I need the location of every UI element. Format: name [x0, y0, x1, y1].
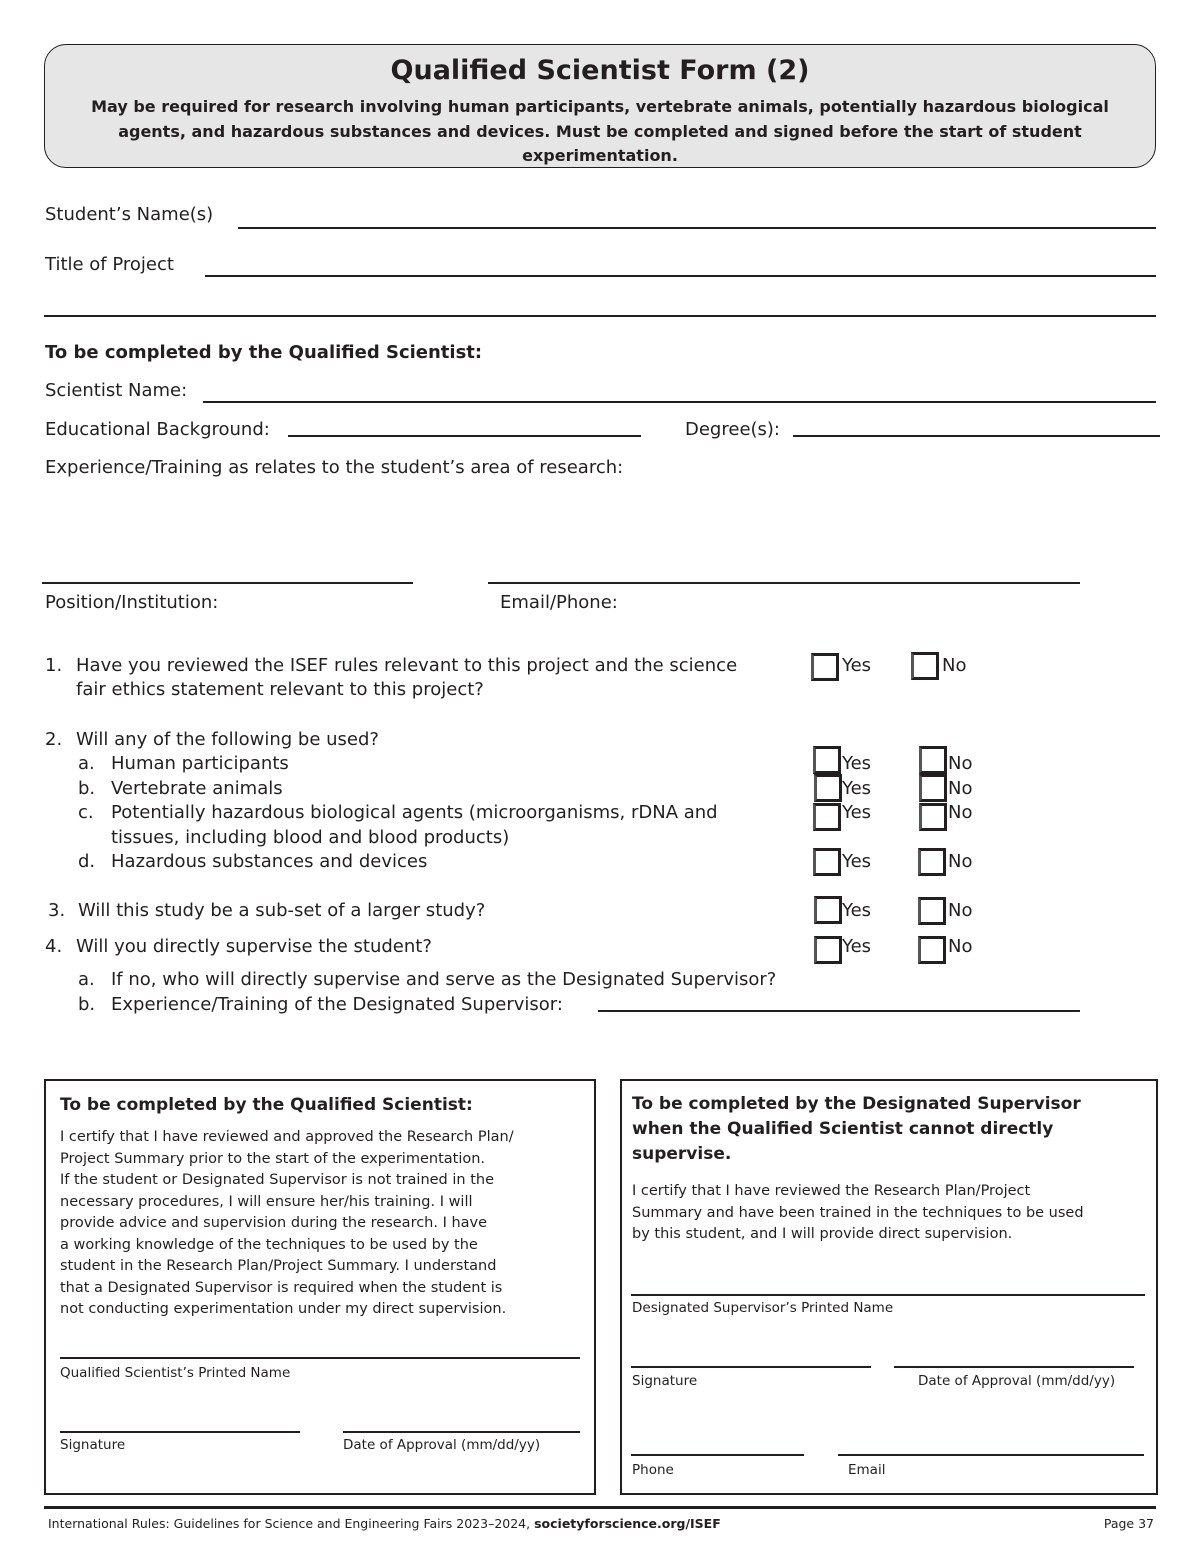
q2d-yes-label: Yes: [842, 851, 872, 872]
ds-signature-label: Signature: [632, 1373, 698, 1389]
ds-email-field[interactable]: [838, 1454, 1144, 1456]
q1-no-checkbox[interactable]: [911, 652, 939, 680]
q2-text: Will any of the following be used?: [76, 729, 379, 750]
q2c-no-label: No: [948, 802, 973, 823]
q1-text-2: fair ethics statement relevant to this project?: [76, 679, 484, 700]
q2b-yes-checkbox[interactable]: [814, 774, 842, 802]
qs-printed-name-label: Qualified Scientist’s Printed Name: [60, 1365, 291, 1381]
qs-cert-line: necessary procedures, I will ensure her/his training. I will: [60, 1193, 473, 1210]
q2a-no-label: No: [948, 753, 973, 774]
q2b-no-label: No: [948, 778, 973, 799]
q1-text: Have you reviewed the ISEF rules relevant to this project and the science: [76, 655, 738, 676]
q2d-no-label: No: [948, 851, 973, 872]
q2b-yes-label: Yes: [842, 778, 872, 799]
ds-phone-field[interactable]: [631, 1454, 804, 1456]
qs-cert-line: not conducting experimentation under my direct supervision.: [60, 1301, 507, 1317]
qs-date-label: Date of Approval (mm/dd/yy): [343, 1437, 541, 1453]
qs-cert-line: student in the Research Plan/Project Summary. I understand: [60, 1258, 497, 1274]
project-title-field[interactable]: [205, 275, 1156, 277]
q3-text: Will this study be a sub-set of a larger study?: [78, 900, 486, 921]
position-field[interactable]: [42, 582, 413, 584]
ds-cert-line: I certify that I have reviewed the Research Plan/Project: [632, 1183, 1031, 1199]
q4-number: 4.: [45, 936, 63, 957]
ds-date-field[interactable]: [894, 1366, 1134, 1368]
degrees-label: Degree(s):: [685, 419, 781, 440]
email-label: Email/Phone:: [500, 592, 618, 613]
q4-no-label: No: [948, 936, 973, 957]
qs-date-field[interactable]: [343, 1431, 580, 1433]
q2c-yes-label: Yes: [842, 802, 872, 823]
degrees-field[interactable]: [793, 435, 1160, 437]
qs-signature-field[interactable]: [60, 1431, 300, 1433]
project-title-label: Title of Project: [45, 254, 174, 275]
q2a-no-checkbox[interactable]: [919, 746, 947, 774]
ds-box-heading: supervise.: [632, 1144, 732, 1164]
q1-number: 1.: [45, 655, 63, 676]
footer-citation: International Rules: Guidelines for Science and Engineering Fairs 2023–2024,: [48, 1516, 535, 1531]
q3-no-label: No: [948, 900, 973, 921]
q2c-text-2: tissues, including blood and blood products): [111, 827, 510, 848]
footer-link[interactable]: societyforscience.org/ISEF: [534, 1516, 721, 1531]
q4a-text: If no, who will directly supervise and serve as the Designated Supervisor?: [111, 969, 777, 990]
ds-cert-line: Summary and have been trained in the techniques to be used: [632, 1204, 1084, 1221]
qs-signature-label: Signature: [60, 1437, 126, 1453]
ds-phone-label: Phone: [632, 1462, 674, 1478]
q3-number: 3.: [48, 900, 66, 921]
ds-signature-field[interactable]: [631, 1366, 871, 1368]
q2d-text: Hazardous substances and devices: [111, 851, 428, 872]
project-title-field-2[interactable]: [44, 315, 1156, 317]
q4-yes-label: Yes: [842, 936, 872, 957]
q4-no-checkbox[interactable]: [918, 936, 946, 964]
position-label: Position/Institution:: [45, 592, 219, 613]
q2a-yes-checkbox[interactable]: [813, 746, 841, 774]
q1-no-label: No: [942, 655, 967, 676]
email-field[interactable]: [488, 582, 1080, 584]
experience-label: Experience/Training as relates to the student’s area of research:: [45, 457, 624, 478]
education-label: Educational Background:: [45, 419, 270, 440]
scientist-name-field[interactable]: [203, 401, 1156, 403]
q2b-no-checkbox[interactable]: [919, 774, 947, 802]
q2a-text: Human participants: [111, 753, 289, 774]
q4-text: Will you directly supervise the student?: [76, 936, 432, 957]
q2c-text: Potentially hazardous biological agents (microorganisms, rDNA and: [111, 802, 718, 823]
form-title: Qualified Scientist Form (2): [390, 55, 810, 86]
q2c-yes-checkbox[interactable]: [813, 803, 841, 831]
ds-printed-name-label: Designated Supervisor’s Printed Name: [632, 1300, 894, 1316]
q4b-letter: b.: [78, 994, 96, 1015]
form-header: [44, 44, 1156, 168]
qualified-scientist-certification-box: [44, 1079, 596, 1495]
ds-cert-line: by this student, and I will provide direct supervision.: [632, 1226, 1013, 1242]
q2d-letter: d.: [78, 851, 96, 872]
qs-cert-line: that a Designated Supervisor is required when the student is: [60, 1279, 503, 1296]
footer-text: [48, 1516, 721, 1531]
qs-cert-line: Project Summary prior to the start of the experimentation.: [60, 1150, 486, 1167]
q2c-no-checkbox[interactable]: [919, 803, 947, 831]
qs-printed-name-field[interactable]: [60, 1357, 580, 1359]
scientist-name-label: Scientist Name:: [45, 380, 188, 401]
q2b-letter: b.: [78, 778, 96, 799]
q2a-letter: a.: [78, 753, 95, 774]
qs-cert-line: If the student or Designated Supervisor is not trained in the: [60, 1172, 494, 1188]
designated-supervisor-experience-field[interactable]: [598, 1010, 1080, 1012]
designated-supervisor-certification-box: [620, 1079, 1158, 1495]
q2-number: 2.: [45, 729, 63, 750]
student-names-field[interactable]: [238, 227, 1156, 229]
q4a-letter: a.: [78, 969, 95, 990]
q2b-text: Vertebrate animals: [111, 778, 283, 799]
q3-yes-label: Yes: [842, 900, 872, 921]
ds-box-heading: when the Qualified Scientist cannot directly: [632, 1119, 1054, 1139]
q1-yes-label: Yes: [842, 655, 872, 676]
ds-printed-name-field[interactable]: [631, 1294, 1145, 1296]
education-field[interactable]: [288, 435, 641, 437]
q3-yes-checkbox[interactable]: [814, 896, 842, 924]
qs-cert-line: a working knowledge of the techniques to be used by the: [60, 1236, 478, 1253]
q4-yes-checkbox[interactable]: [814, 936, 842, 964]
footer-divider: [44, 1506, 1156, 1509]
q3-no-checkbox[interactable]: [918, 897, 946, 925]
ds-email-label: Email: [848, 1462, 886, 1478]
qs-box-heading: To be completed by the Qualified Scientist:: [60, 1095, 473, 1115]
q2c-letter: c.: [78, 802, 94, 823]
student-names-label: Student’s Name(s): [45, 204, 214, 225]
qs-cert-line: I certify that I have reviewed and approved the Research Plan/: [60, 1129, 514, 1145]
page-number: Page 37: [1103, 1516, 1154, 1531]
q1-yes-checkbox[interactable]: [811, 653, 839, 681]
q2a-yes-label: Yes: [842, 753, 872, 774]
form-subtitle: May be required for research involving human participants, vertebrate animals, potentially hazardous biological agents, and hazardous substances and devices. Must be completed and signed before the start of student experimentation.: [91, 97, 1109, 165]
q4b-text: Experience/Training of the Designated Supervisor:: [111, 994, 563, 1015]
ds-date-label: Date of Approval (mm/dd/yy): [918, 1373, 1116, 1389]
q2d-yes-checkbox[interactable]: [813, 848, 841, 876]
q2d-no-checkbox[interactable]: [918, 848, 946, 876]
ds-box-heading: To be completed by the Designated Supervisor: [632, 1094, 1081, 1114]
scientist-heading: To be completed by the Qualified Scientist:: [45, 342, 483, 363]
qs-cert-line: provide advice and supervision during the research. I have: [60, 1215, 488, 1231]
